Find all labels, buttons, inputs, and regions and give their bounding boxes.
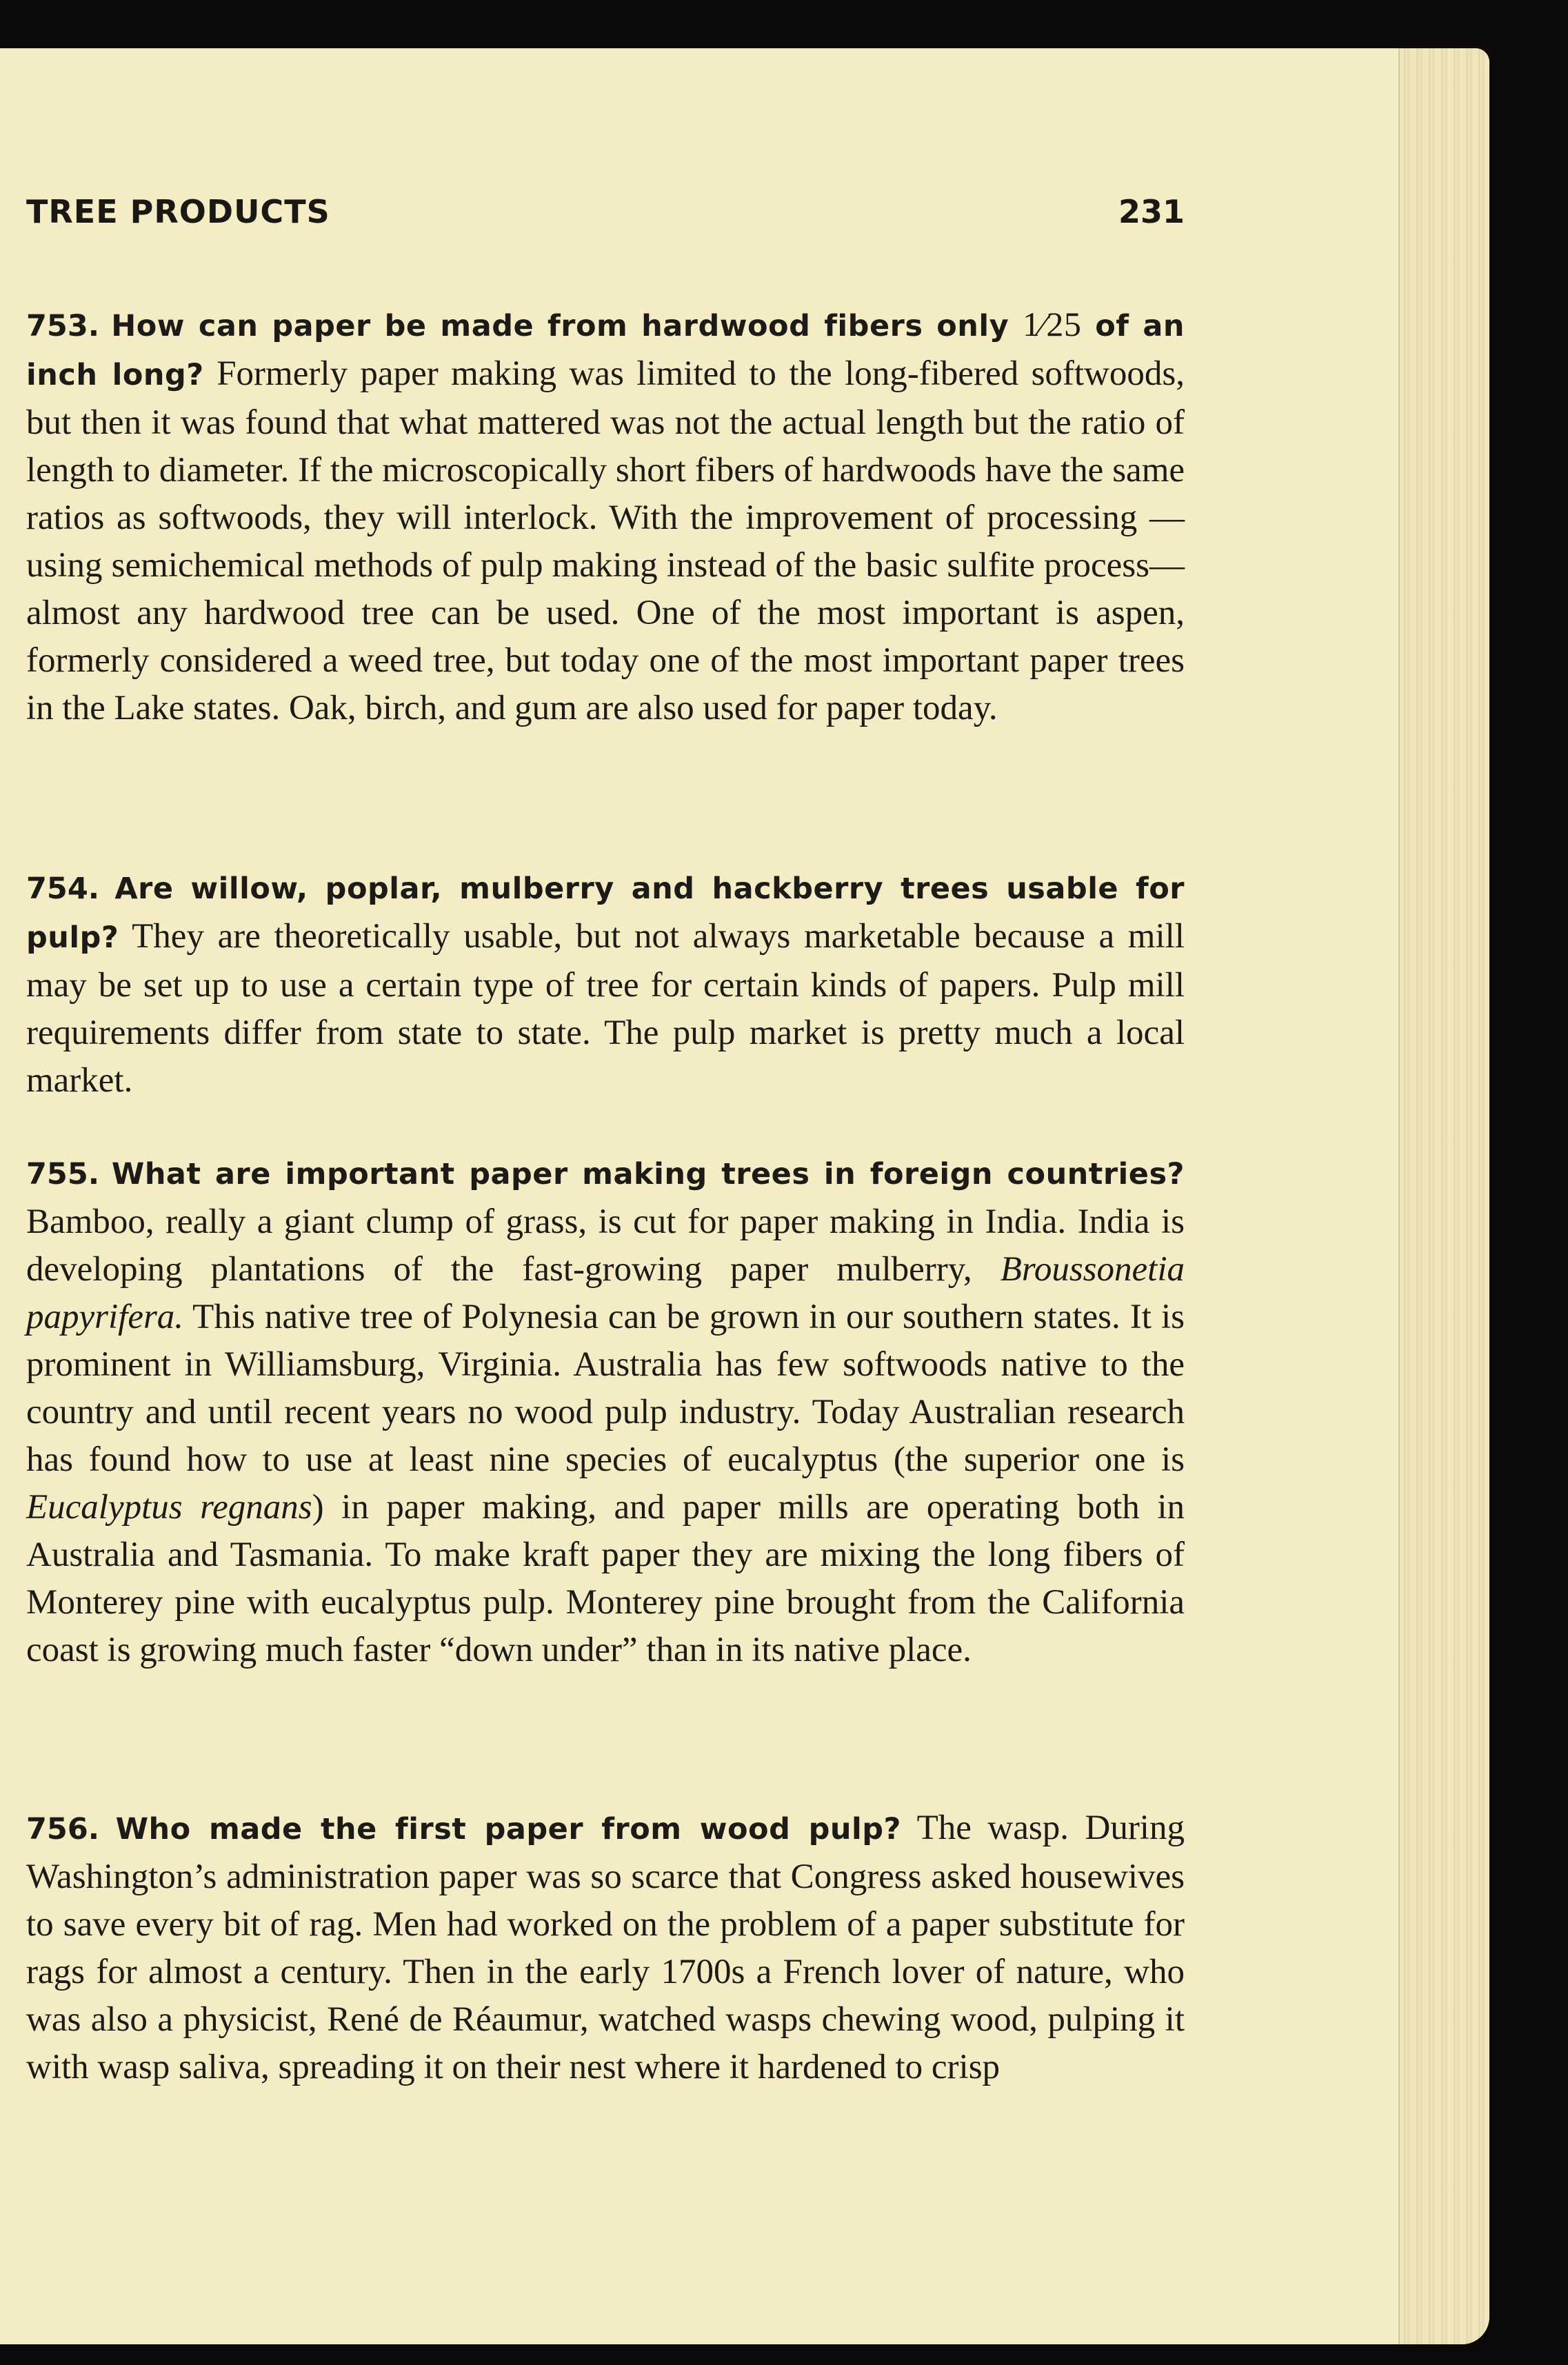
entry-755 <box>26 1149 1185 1674</box>
running-head-title: TREE PRODUCTS <box>26 193 330 230</box>
entry-number: 755. <box>26 1157 100 1191</box>
species-name: Broussonetia papyrifera. <box>26 1250 1185 1336</box>
entry-answer: The wasp. During Washington’s administration paper was so scarce that Congress asked housewives to save every bit of rag. Men had worked on the problem of a paper substitute for rags for almost a century. Then in the early 1700s a French lover of nature, who was also a physicist, René de Réaumur, watched wasps chewing wood, pulping it with wasp saliva, spreading it on their nest where it hardened to crisp <box>26 1809 1185 2086</box>
page-number: 231 <box>1118 193 1185 230</box>
entry-question: What are important paper making trees in foreign countries? <box>111 1157 1185 1191</box>
entry-number: 756. <box>26 1812 100 1846</box>
species-name: Eucalyptus regnans <box>26 1488 312 1527</box>
entry-question: Are willow, poplar, mulberry and hackberry trees usable for pulp? <box>26 872 1185 955</box>
entry-answer <box>26 1202 1185 1669</box>
entry-number: 754. <box>26 872 100 906</box>
answer-part: Bamboo, really a giant clump of grass, is cut for paper making in India. India is developing plantations of the fast-growing paper mulberry, <box>26 1202 1185 1289</box>
entry-answer: Formerly paper making was limited to the long-fibered softwoods, but then it was found that what mattered was not the actual length but the ratio of length to diameter. If the microscopically short fibers of hardwoods have the same ratios as softwoods, they will interlock. With the improvement of processing —using semichemical methods of pulp making instead of the basic sulfite process—almost any hardwood tree can be used. One of the most important is aspen, formerly considered a weed tree, but today one of the most important paper trees in the Lake states. Oak, birch, and gum are also used for paper today. <box>26 354 1185 727</box>
book-page <box>0 48 1489 2344</box>
entry-answer: They are theoretically usable, but not always marketable because a mill may be set up to use a certain type of tree for certain kinds of papers. Pulp mill requirements differ from state to state. The pulp market is pretty much a local market. <box>26 917 1185 1100</box>
entry-number: 753. <box>26 309 100 343</box>
fraction: 1⁄25 <box>1023 305 1082 343</box>
running-head <box>26 193 1185 234</box>
entry-756 <box>26 1804 1185 2091</box>
answer-part: This native tree of Polynesia can be grown in our southern states. It is prominent in Williamsburg, Virginia. Australia has few softwoods native to the country and until recent years no wood pulp industry. Today Australian research has found how to use at least nine species of eucalyptus (the superior one is <box>26 1298 1185 1479</box>
answer-part: ) in paper making, and paper mills are operating both in Australia and Tasmania. To make kraft paper they are mixing the long fibers of Monterey pine with eucalyptus pulp. Monterey pine brought from the California coast is growing much faster “down under” than in its native place. <box>26 1488 1185 1669</box>
question-part: How can paper be made from hardwood fibers only <box>111 309 1023 343</box>
entry-753 <box>26 301 1185 732</box>
page-edges <box>1398 48 1489 2344</box>
entry-question: Who made the first paper from wood pulp? <box>115 1812 901 1846</box>
question-part: of an inch long? <box>26 309 1185 392</box>
entry-754 <box>26 864 1185 1105</box>
